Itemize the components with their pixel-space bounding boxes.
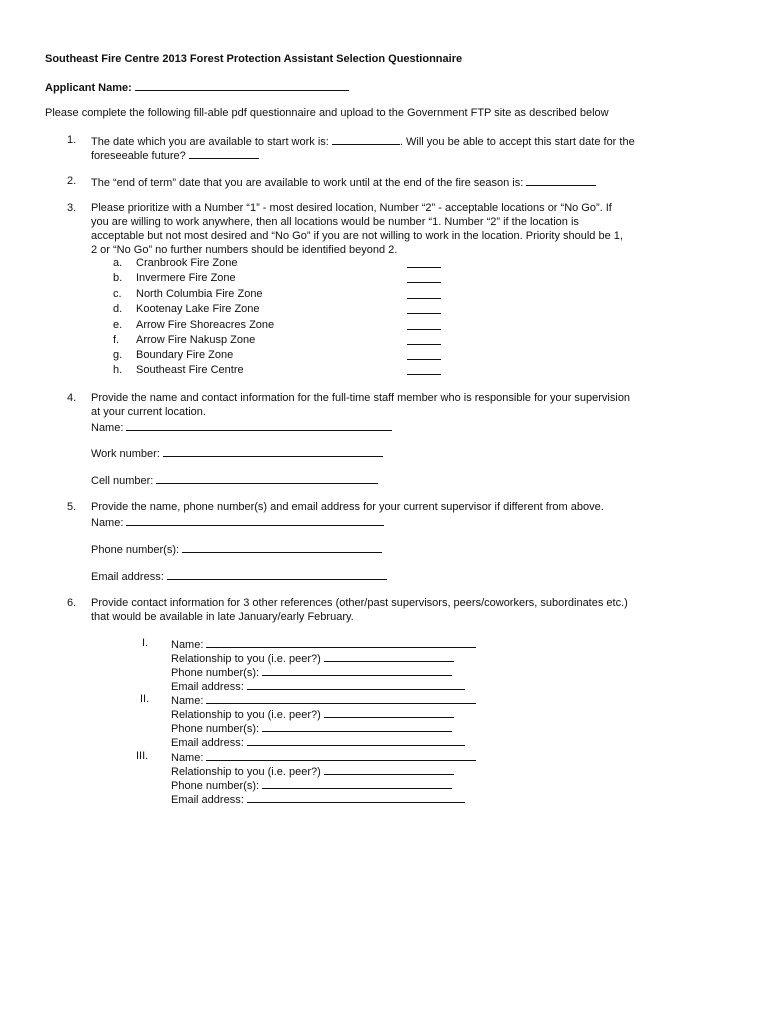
q1-start-date-label: The date which you are available to start work is: <box>91 136 329 148</box>
location-label: Southeast Fire Centre <box>136 364 244 376</box>
reference-2-phone-field[interactable] <box>262 721 452 732</box>
q5-name-row <box>91 515 384 530</box>
location-label: Invermere Fire Zone <box>136 272 236 284</box>
supervisor-cell-number-field[interactable] <box>156 473 378 484</box>
reference-2-email-field[interactable] <box>247 735 465 746</box>
q4-cell-label: Cell number: <box>91 475 154 487</box>
reference-1-name-field[interactable] <box>206 637 476 648</box>
reference-phone-label: Phone number(s): <box>171 667 260 679</box>
q1-line1 <box>91 134 635 149</box>
reference-3-name-field[interactable] <box>206 750 476 761</box>
priority-field-boundary[interactable] <box>407 349 441 360</box>
location-letter: f. <box>113 334 120 346</box>
location-letter: c. <box>113 288 122 300</box>
q5-phone-label: Phone number(s): <box>91 544 180 556</box>
q2-line <box>91 175 596 190</box>
location-label: Cranbrook Fire Zone <box>136 257 238 269</box>
location-label: Boundary Fire Zone <box>136 349 234 361</box>
location-letter: b. <box>113 272 123 284</box>
q3-line-2: you are willing to work anywhere, then all locations would be number “1. Number “2” if the location is <box>91 216 579 228</box>
reference-phone-label: Phone number(s): <box>171 723 260 735</box>
reference-relationship-label: Relationship to you (i.e. peer?) <box>171 766 321 778</box>
location-letter: d. <box>113 303 123 315</box>
reference-2-name-field[interactable] <box>206 693 476 704</box>
q1-line2 <box>91 148 259 163</box>
reference-1-phone-field[interactable] <box>262 665 452 676</box>
priority-field-cranbrook[interactable] <box>407 257 441 268</box>
q5-line1: Provide the name, phone number(s) and email address for your current supervisor if different from above. <box>91 501 604 513</box>
q5-phone-row <box>91 542 382 557</box>
q4-line1: Provide the name and contact information for the full-time staff member who is responsible for your supervision <box>91 392 631 404</box>
current-supervisor-email-field[interactable] <box>167 569 387 580</box>
applicant-name-field[interactable] <box>135 80 349 91</box>
reference-3-relationship-field[interactable] <box>324 764 454 775</box>
q4-name-row <box>91 420 392 435</box>
reference-relationship-label: Relationship to you (i.e. peer?) <box>171 709 321 721</box>
accept-start-date-field[interactable] <box>189 148 259 159</box>
priority-field-southeast-centre[interactable] <box>407 364 441 375</box>
reference-email-label: Email address: <box>171 681 244 693</box>
q4-number: 4. <box>67 392 77 404</box>
q1-foreseeable-label: foreseeable future? <box>91 150 186 162</box>
applicant-name-label: Applicant Name: <box>45 82 132 94</box>
reference-3-phone-field[interactable] <box>262 778 452 789</box>
q1-accept-label: . Will you be able to accept this start date for the <box>399 136 635 148</box>
reference-name-label: Name: <box>171 752 204 764</box>
priority-field-arrow-nakusp[interactable] <box>407 334 441 345</box>
q5-number: 5. <box>67 501 77 513</box>
reference-name-label: Name: <box>171 695 204 707</box>
q4-cell-row <box>91 473 378 488</box>
reference-3-email-field[interactable] <box>247 792 465 803</box>
reference-numeral: II. <box>140 693 150 705</box>
applicant-name-row <box>45 80 349 95</box>
priority-field-invermere[interactable] <box>407 272 441 283</box>
reference-numeral: I. <box>142 637 149 649</box>
q4-line2: at your current location. <box>91 406 206 418</box>
location-label: North Columbia Fire Zone <box>136 288 263 300</box>
q3-line-1: Please prioritize with a Number “1” - most desired location, Number “2” - acceptable locations or “No Go”. If <box>91 202 612 214</box>
location-letter: g. <box>113 349 123 361</box>
q3-number: 3. <box>67 202 77 214</box>
reference-1-relationship-field[interactable] <box>324 651 454 662</box>
q4-name-label: Name: <box>91 422 124 434</box>
supervisor-name-field[interactable] <box>126 420 392 431</box>
q4-work-row <box>91 446 383 461</box>
q6-number: 6. <box>67 597 77 609</box>
priority-field-kootenay-lake[interactable] <box>407 303 441 314</box>
location-label: Kootenay Lake Fire Zone <box>136 303 260 315</box>
location-label: Arrow Fire Nakusp Zone <box>136 334 256 346</box>
q1-number: 1. <box>67 134 77 146</box>
location-letter: h. <box>113 364 123 376</box>
reference-phone-label: Phone number(s): <box>171 780 260 792</box>
q4-work-label: Work number: <box>91 448 160 460</box>
q5-name-label: Name: <box>91 517 124 529</box>
supervisor-work-number-field[interactable] <box>163 446 383 457</box>
q3-line-4: 2 or “No Go” no further numbers should be identified beyond 2. <box>91 244 398 256</box>
current-supervisor-name-field[interactable] <box>126 515 384 526</box>
reference-numeral: III. <box>136 750 149 762</box>
priority-field-arrow-shoreacres[interactable] <box>407 319 441 330</box>
start-date-field[interactable] <box>332 134 400 145</box>
reference-email-label: Email address: <box>171 794 244 806</box>
reference-email-label: Email address: <box>171 737 244 749</box>
q6-line1: Provide contact information for 3 other references (other/past supervisors, peers/coworkers, subordinates etc.) <box>91 597 628 609</box>
form-title: Southeast Fire Centre 2013 Forest Protection Assistant Selection Questionnaire <box>45 53 463 65</box>
reference-name-label: Name: <box>171 639 204 651</box>
location-letter: e. <box>113 319 123 331</box>
reference-relationship-label: Relationship to you (i.e. peer?) <box>171 653 321 665</box>
q6-line2: that would be available in late January/early February. <box>91 611 354 623</box>
current-supervisor-phone-field[interactable] <box>182 542 382 553</box>
reference-2-relationship-field[interactable] <box>324 707 454 718</box>
priority-field-north-columbia[interactable] <box>407 288 441 299</box>
q5-email-row <box>91 569 387 584</box>
intro-text: Please complete the following fill-able pdf questionnaire and upload to the Government FTP site as described below <box>45 107 609 119</box>
q5-email-label: Email address: <box>91 571 164 583</box>
q2-text: The “end of term” date that you are available to work until at the end of the fire season is: <box>91 177 524 189</box>
reference-1-email-field[interactable] <box>247 679 465 690</box>
q2-number: 2. <box>67 175 77 187</box>
q3-line-3: acceptable but not most desired and “No Go” if you are not willing to work in the location. Priority should be 1, <box>91 230 623 242</box>
end-of-term-date-field[interactable] <box>526 175 596 186</box>
location-label: Arrow Fire Shoreacres Zone <box>136 319 275 331</box>
location-letter: a. <box>113 257 123 269</box>
